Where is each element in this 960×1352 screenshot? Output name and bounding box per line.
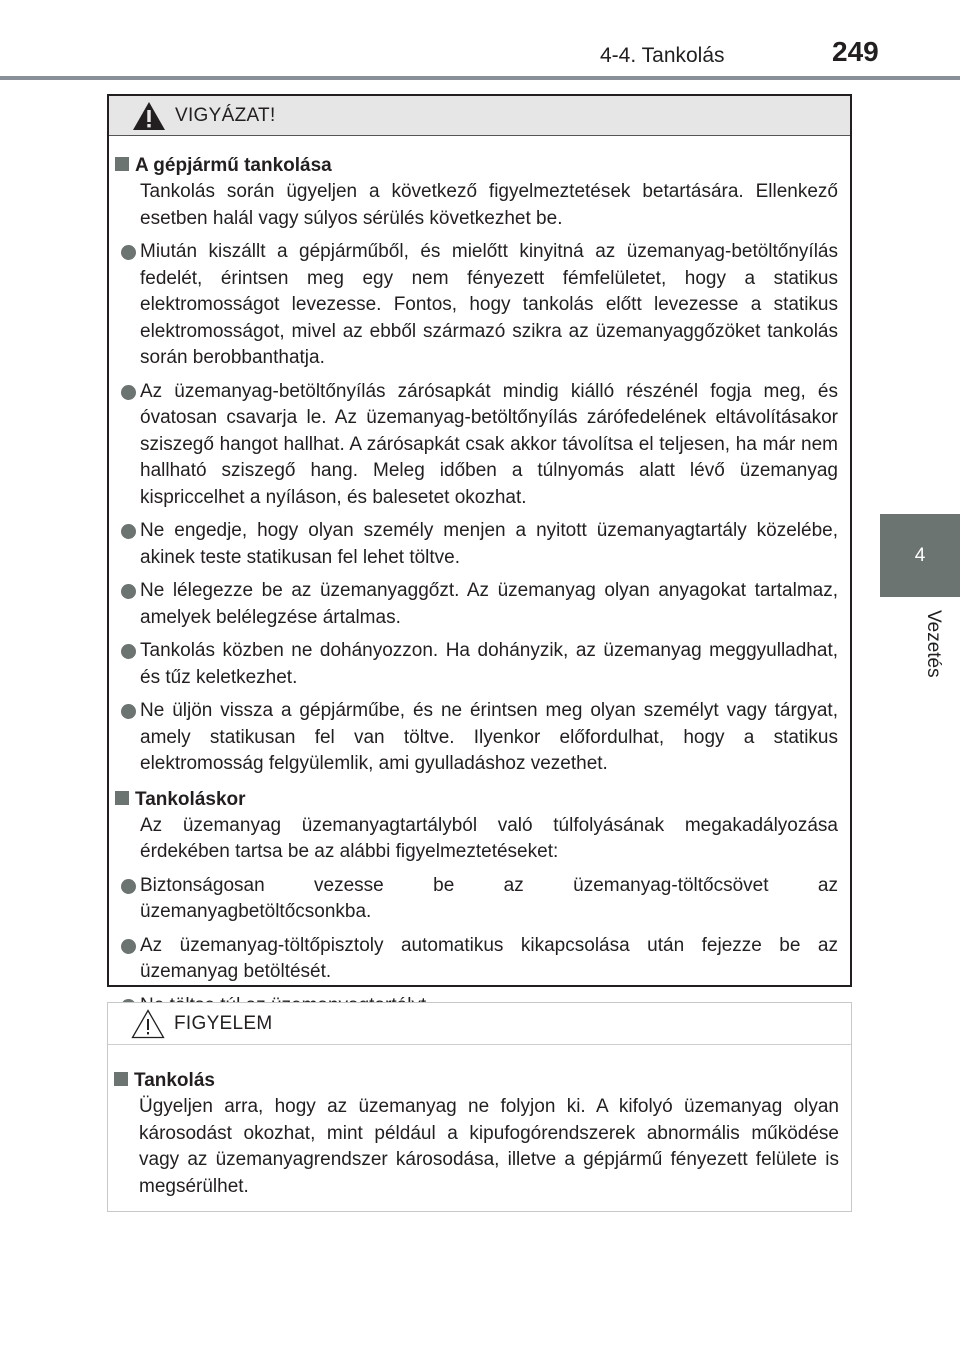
list-item-text: Tankolás közben ne dohányozzon. Ha dohányzik, az üzemanyag meggyulladhat, és tűz keletkezhet.: [140, 640, 838, 688]
section-square-marker: [114, 1072, 128, 1086]
page-number: 249: [832, 36, 879, 67]
list-item: [115, 873, 840, 926]
caution-content: [109, 136, 850, 1019]
list-item: [115, 638, 840, 691]
section-square-marker: [115, 157, 129, 171]
list-item-text: Miután kiszállt a gépjárműből, és mielőtt kinyitná az üzemanyag-betöltőnyílás fedelét, érintsen meg egy nem fényezett fémfelületet, hogy a statikus elektromosságot levezesse. Fontos, hogy tankolás előtt levezesse a statikus elektromosságot, mivel az ebből származó szikra az üzemanyaggőzöket tankolás során berobbanthatja.: [140, 241, 838, 368]
list-item-text: Ne üljön vissza a gépjárműbe, és ne érintsen meg olyan személyt vagy tárgyat, amely statikusan fel van töltve. Ilyenkor előfordulhat, hogy a statikus elektromosság felgyülemlik, ami gyulladáshoz vezethet.: [140, 700, 838, 774]
caution-section: [115, 786, 840, 813]
section-title: Tankolás: [134, 1070, 215, 1091]
notice-header: [108, 1003, 851, 1045]
list-item: [115, 379, 840, 512]
notice-section: [114, 1067, 841, 1094]
bullet-dot: [121, 385, 136, 400]
warning-triangle-icon: [131, 100, 167, 132]
caution-title: VIGYÁZAT!: [175, 104, 276, 126]
bullet-dot: [121, 524, 136, 539]
list-item: [115, 698, 840, 778]
caution-box: [107, 94, 852, 987]
bullet-dot: [121, 644, 136, 659]
list-item-text: Biztonságosan vezesse be az üzemanyag-töltőcsövet az üzemanyagbetöltőcsonkba.: [140, 874, 838, 922]
section-intro: Az üzemanyag üzemanyagtartályból való túlfolyásának megakadályozása érdekében tartsa be az alábbi figyelmeztetéseket:: [140, 814, 838, 862]
caution-header: [109, 96, 850, 136]
list-item-text: Ne lélegezze be az üzemanyaggőzt. Az üzemanyag olyan anyagokat tartalmaz, amelyek belélegzése ártalmas.: [140, 580, 838, 628]
section-intro: Tankolás során ügyeljen a következő figyelmeztetések betartására. Ellenkező esetben halál vagy súlyos sérülés következhet be.: [140, 181, 838, 229]
notice-triangle-icon: [130, 1008, 166, 1040]
list-item-text: Az üzemanyag-töltőpisztoly automatikus kikapcsolása után fejezze be az üzemanyag betöltését.: [140, 934, 838, 982]
list-item-text: Az üzemanyag-betöltőnyílás zárósapkát mindig kiálló részénél fogja meg, és óvatosan csavarja le. Az üzemanyag-betöltőnyílás zárófedelének eltávolításakor sziszegő hangot hallhat. A zárósapkát csak akkor távolítsa el teljesen, ha már nem hallható sziszegő hang. Meleg időben a túlnyomás alatt lévő üzemanyag kispriccelhet a nyíláson, és balesetet okozhat.: [140, 380, 838, 508]
section-title: Tankoláskor: [135, 788, 246, 810]
bullet-dot: [121, 245, 136, 260]
section-title: A gépjármű tankolása: [135, 155, 332, 176]
section-square-marker: [115, 791, 129, 805]
list-item-text: Ne engedje, hogy olyan személy menjen a nyitott üzemanyagtartály közelébe, akinek teste statikusan fel lehet töltve.: [140, 520, 838, 568]
chapter-tab-number: 4: [914, 544, 926, 566]
list-item: [115, 239, 840, 372]
header-divider: [0, 76, 960, 80]
chapter-tab: [880, 514, 960, 597]
bullet-dot: [121, 584, 136, 599]
section-intro: Ügyeljen arra, hogy az üzemanyag ne folyjon ki. A kifolyó üzemanyag olyan károsodást okozhat, mint például a kipufogórendszerek abnormális működése vagy az üzemanyagrendszer károsodása, illetve a gépjármű fényezett felülete is megsérülhet.: [139, 1096, 839, 1197]
bullet-dot: [121, 879, 136, 894]
header-section-title: 4-4. Tankolás: [600, 44, 725, 67]
list-item: [115, 933, 840, 986]
list-item: [115, 578, 840, 631]
notice-content: [108, 1045, 851, 1200]
notice-title: FIGYELEM: [174, 1012, 273, 1034]
list-item: [115, 518, 840, 571]
caution-section: [115, 152, 840, 179]
bullet-dot: [121, 939, 136, 954]
chapter-tab-label: Vezetés: [923, 610, 944, 678]
notice-box: [107, 1002, 852, 1212]
bullet-dot: [121, 704, 136, 719]
